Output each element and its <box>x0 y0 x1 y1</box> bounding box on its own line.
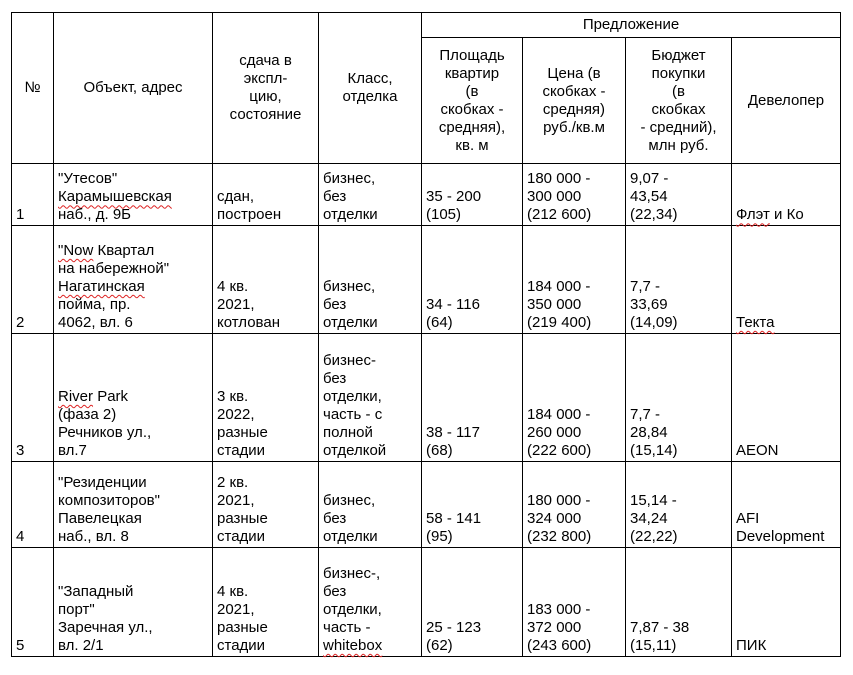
cell-line: 15,14 - <box>630 492 677 510</box>
table-row <box>12 164 841 226</box>
cell-object <box>54 226 213 334</box>
header-delivery <box>213 13 319 164</box>
cell-line: (64) <box>426 314 453 332</box>
cell-line: отделки <box>323 314 378 332</box>
cell-price <box>523 461 626 548</box>
cell-class <box>319 164 422 226</box>
cell-line: 4 кв. <box>217 278 249 296</box>
cell-line: бизнес- <box>323 351 376 369</box>
cell-line: 9,07 - <box>630 170 669 188</box>
cell-line: 58 - 141 <box>426 510 482 528</box>
cell-line: скобках <box>651 100 706 118</box>
header-group-offer: Предложение <box>422 13 841 38</box>
table-body <box>12 164 841 657</box>
cell-budget <box>626 548 732 657</box>
cell-line: состояние <box>229 106 302 123</box>
cell-area <box>422 548 523 657</box>
header-num: № <box>12 13 54 164</box>
cell-line: AFI <box>736 510 760 528</box>
cell-line: (22,34) <box>630 206 678 224</box>
cell-line: квартир <box>444 64 500 82</box>
cell-line: без <box>323 510 347 528</box>
table-row <box>12 548 841 657</box>
cell-line: 2022, <box>217 405 255 423</box>
cell-line: 324 000 <box>527 510 582 528</box>
cell-line: разные <box>217 510 268 528</box>
cell-line: покупки <box>651 64 706 82</box>
cell-line: 2021, <box>217 601 255 618</box>
cell-line: 34,24 <box>630 510 668 528</box>
cell-developer <box>732 461 841 548</box>
cell-line: 372 000 <box>527 619 582 636</box>
cell-line: 25 - 123 <box>426 619 482 636</box>
cell-line: (15,14) <box>630 441 678 459</box>
cell-area <box>422 164 523 226</box>
cell-object <box>54 548 213 657</box>
cell-line: (95) <box>426 528 453 546</box>
cell-line: (фаза 2) <box>58 405 117 423</box>
header-price <box>523 38 626 164</box>
cell-budget <box>626 334 732 462</box>
cell-num: 3 <box>12 334 54 462</box>
cell-line: 180 000 - <box>527 170 591 188</box>
cell-line: часть - <box>323 619 371 636</box>
table-row <box>12 226 841 334</box>
cell-line: 3 кв. <box>217 387 249 405</box>
cell-line: порт" <box>58 601 95 618</box>
cell-line: вл. 2/1 <box>58 637 104 654</box>
cell-line: (14,09) <box>630 314 678 332</box>
cell-object <box>54 164 213 226</box>
cell-line: отделкой <box>323 441 387 459</box>
cell-line: отделки, <box>323 601 382 618</box>
cell-line: бизнес-, <box>323 565 381 582</box>
cell-line: AEON <box>736 441 779 459</box>
cell-line: котлован <box>217 314 280 332</box>
cell-line: whitebox <box>323 637 383 654</box>
cell-line: (в <box>672 82 685 100</box>
cell-line: 184 000 - <box>527 278 591 296</box>
cell-line: (62) <box>426 637 453 654</box>
cell-line: 33,69 <box>630 296 668 314</box>
cell-line: ПИК <box>736 637 767 654</box>
cell-line: разные <box>217 619 268 636</box>
cell-budget <box>626 461 732 548</box>
cell-line: стадии <box>217 528 266 546</box>
cell-line: 2021, <box>217 492 255 510</box>
cell-line: Development <box>736 528 825 546</box>
cell-line: Класс, <box>347 70 393 87</box>
cell-line: 43,54 <box>630 188 668 206</box>
cell-line: "Резиденции <box>58 474 147 492</box>
cell-line: 184 000 - <box>527 405 591 423</box>
cell-class <box>319 461 422 548</box>
cell-line: скобках - <box>542 82 606 100</box>
cell-line: скобках - <box>440 100 504 118</box>
cell-line: наб., вл. 8 <box>58 528 129 546</box>
cell-line: Речников ул., <box>58 423 152 441</box>
cell-line: 300 000 <box>527 188 582 206</box>
table-row <box>12 461 841 548</box>
cell-line: построен <box>217 206 282 224</box>
table-row <box>12 334 841 462</box>
cell-line: Заречная ул., <box>58 619 153 636</box>
cell-line: средняя), <box>438 118 506 136</box>
cell-line: "Now Квартал <box>58 242 155 260</box>
cell-developer <box>732 334 841 462</box>
cell-line: (105) <box>426 206 462 224</box>
cell-line: композиторов" <box>58 492 160 510</box>
cell-class <box>319 334 422 462</box>
cell-line: (243 600) <box>527 637 592 654</box>
cell-line: Цена (в <box>547 64 601 82</box>
cell-area <box>422 334 523 462</box>
cell-area <box>422 226 523 334</box>
cell-line: (68) <box>426 441 453 459</box>
cell-line: 260 000 <box>527 423 582 441</box>
cell-line: - средний), <box>640 118 717 136</box>
cell-line: Павелецкая <box>58 510 142 528</box>
cell-line: Карамышевская <box>58 188 172 206</box>
header-budget <box>626 38 732 164</box>
cell-line: 7,7 - <box>630 278 661 296</box>
offers-table <box>11 12 841 657</box>
cell-line: бизнес, <box>323 170 376 188</box>
cell-line: (219 400) <box>527 314 592 332</box>
cell-price <box>523 548 626 657</box>
cell-line: (в <box>465 82 479 100</box>
cell-line: отделки <box>323 528 378 546</box>
cell-line: стадии <box>217 637 266 654</box>
cell-line: на набережной" <box>58 260 170 278</box>
cell-line: 2 кв. <box>217 474 249 492</box>
cell-line: экспл- <box>243 70 288 87</box>
cell-line: (232 800) <box>527 528 592 546</box>
cell-object <box>54 334 213 462</box>
cell-delivery <box>213 334 319 462</box>
cell-line: наб., д. 9Б <box>58 206 132 224</box>
cell-line: Площадь <box>439 46 505 64</box>
cell-line: Флэт и Ко <box>736 206 804 224</box>
header-developer: Девелопер <box>732 38 841 164</box>
cell-line: разные <box>217 423 268 441</box>
header-class <box>319 13 422 164</box>
cell-line: 4 кв. <box>217 583 249 600</box>
header-area <box>422 38 523 164</box>
cell-line: без <box>323 369 347 387</box>
cell-line: отделка <box>342 88 398 105</box>
cell-line: River Park <box>58 387 129 405</box>
cell-price <box>523 226 626 334</box>
cell-line: 180 000 - <box>527 492 591 510</box>
cell-line: бизнес, <box>323 278 376 296</box>
cell-line: руб./кв.м <box>543 118 605 136</box>
cell-line: отделки, <box>323 387 382 405</box>
cell-line: часть - с <box>323 405 383 423</box>
cell-line: (15,11) <box>630 637 677 654</box>
cell-line: стадии <box>217 441 266 459</box>
cell-line: 2021, <box>217 296 255 314</box>
cell-price <box>523 334 626 462</box>
cell-line: 7,7 - <box>630 405 661 423</box>
cell-line: средняя) <box>542 100 606 118</box>
cell-num: 2 <box>12 226 54 334</box>
cell-developer <box>732 226 841 334</box>
cell-line: 7,87 - 38 <box>630 619 690 636</box>
cell-line: 183 000 - <box>527 601 591 618</box>
cell-line: 35 - 200 <box>426 188 482 206</box>
cell-line: 350 000 <box>527 296 582 314</box>
cell-delivery <box>213 548 319 657</box>
cell-class <box>319 226 422 334</box>
cell-budget <box>626 164 732 226</box>
cell-line: цию, <box>249 88 282 105</box>
cell-line: "Утесов" <box>58 170 118 188</box>
cell-line: вл.7 <box>58 441 87 459</box>
cell-line: "Западный <box>58 583 134 600</box>
cell-area <box>422 461 523 548</box>
cell-line: 28,84 <box>630 423 668 441</box>
header-object: Объект, адрес <box>54 13 213 164</box>
cell-line: 4062, вл. 6 <box>58 314 133 332</box>
header-row-1 <box>12 13 841 38</box>
cell-num: 1 <box>12 164 54 226</box>
cell-line: Нагатинская <box>58 278 145 296</box>
cell-line: без <box>323 188 347 206</box>
cell-line: без <box>323 583 347 600</box>
cell-line: кв. м <box>455 136 489 154</box>
cell-object <box>54 461 213 548</box>
cell-line: сдан, <box>217 188 255 206</box>
cell-line: 38 - 117 <box>426 423 480 441</box>
cell-line: бизнес, <box>323 492 376 510</box>
cell-num: 5 <box>12 548 54 657</box>
cell-developer <box>732 548 841 657</box>
cell-budget <box>626 226 732 334</box>
cell-line: полной <box>323 423 373 441</box>
cell-class <box>319 548 422 657</box>
cell-delivery <box>213 226 319 334</box>
cell-price <box>523 164 626 226</box>
cell-line: (22,22) <box>630 528 678 546</box>
cell-line: млн руб. <box>648 136 709 154</box>
cell-line: Бюджет <box>651 46 706 64</box>
cell-line: Текта <box>736 314 775 332</box>
cell-delivery <box>213 461 319 548</box>
cell-line: (212 600) <box>527 206 592 224</box>
cell-line: отделки <box>323 206 378 224</box>
cell-line: сдача в <box>239 52 292 69</box>
cell-delivery <box>213 164 319 226</box>
cell-line: (222 600) <box>527 441 592 459</box>
cell-line: без <box>323 296 347 314</box>
cell-line: пойма, пр. <box>58 296 131 314</box>
cell-line: 34 - 116 <box>426 296 480 314</box>
cell-num: 4 <box>12 461 54 548</box>
cell-developer <box>732 164 841 226</box>
